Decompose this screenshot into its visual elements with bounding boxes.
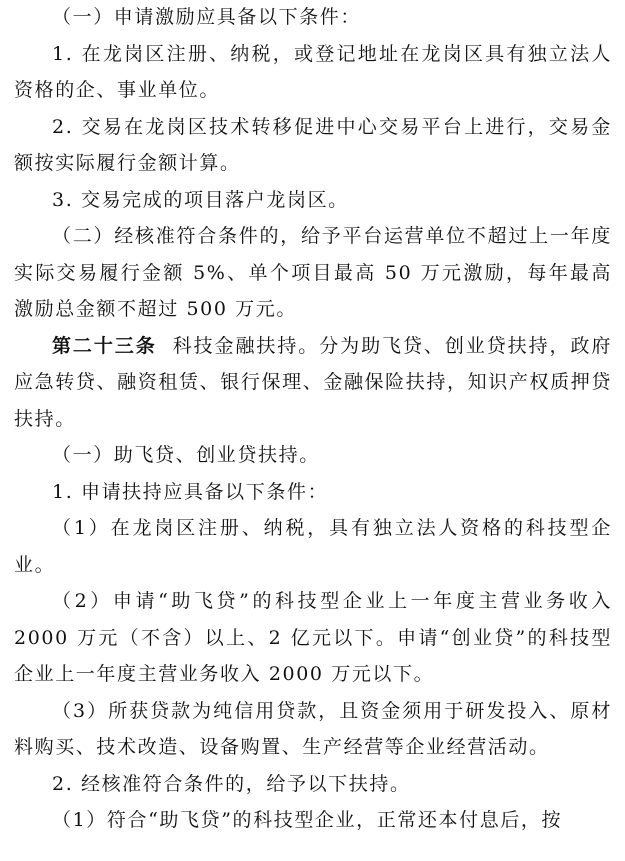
article-body: 科技金融扶持。分为助飞贷、创业贷扶持，政府应急转贷、融资租赁、银行保理、金融保险扶持，知识产权质押贷扶持。 xyxy=(14,334,612,430)
document-page xyxy=(14,0,612,839)
article-heading: 第二十三条 xyxy=(52,334,157,357)
paragraph-item-2: （2）申请“助飞贷”的科技型企业上一年度主营业务收入 2000 万元（不含）以上、2 亿元以下。申请“创业贷”的科技型企业上一年度主营业务收入 2000 万元以下。 xyxy=(14,590,612,685)
paragraph-incentive-amount: （二）经核准符合条件的，给予平台运营单位不超过上一年度实际交易履行金额 5%、单个项目最高 50 万元激励，每年最高激励总金额不超过 500 万元。 xyxy=(14,225,612,320)
paragraph-condition-3: 3. 交易完成的项目落户龙岗区。 xyxy=(52,188,349,211)
paragraph-item-1: （1）在龙岗区注册、纳税，具有独立法人资格的科技型企业。 xyxy=(14,517,612,576)
paragraph-item-3: （3）所获贷款为纯信用贷款，且资金须用于研发投入、原材料购买、技术改造、设备购置、生产经营等企业经营活动。 xyxy=(14,699,612,758)
paragraph-article-23 xyxy=(14,328,612,438)
paragraph-zhufeidai: （1）符合“助飞贷”的科技型企业，正常还本付息后，按 xyxy=(52,809,563,831)
paragraph-loan-support: （一）助飞贷、创业贷扶持。 xyxy=(52,444,320,466)
paragraph-incentive-conditions: （一）申请激励应具备以下条件： xyxy=(52,6,362,28)
paragraph-condition-2: 2. 交易在龙岗区技术转移促进中心交易平台上进行，交易金额按实际履行金额计算。 xyxy=(14,115,612,174)
paragraph-support-conditions: 1. 申请扶持应具备以下条件： xyxy=(52,480,329,503)
paragraph-support-granted: 2. 经核准符合条件的，给予以下扶持。 xyxy=(52,772,411,795)
paragraph-condition-1: 1. 在龙岗区注册、纳税，或登记地址在龙岗区具有独立法人资格的企、事业单位。 xyxy=(14,42,612,101)
